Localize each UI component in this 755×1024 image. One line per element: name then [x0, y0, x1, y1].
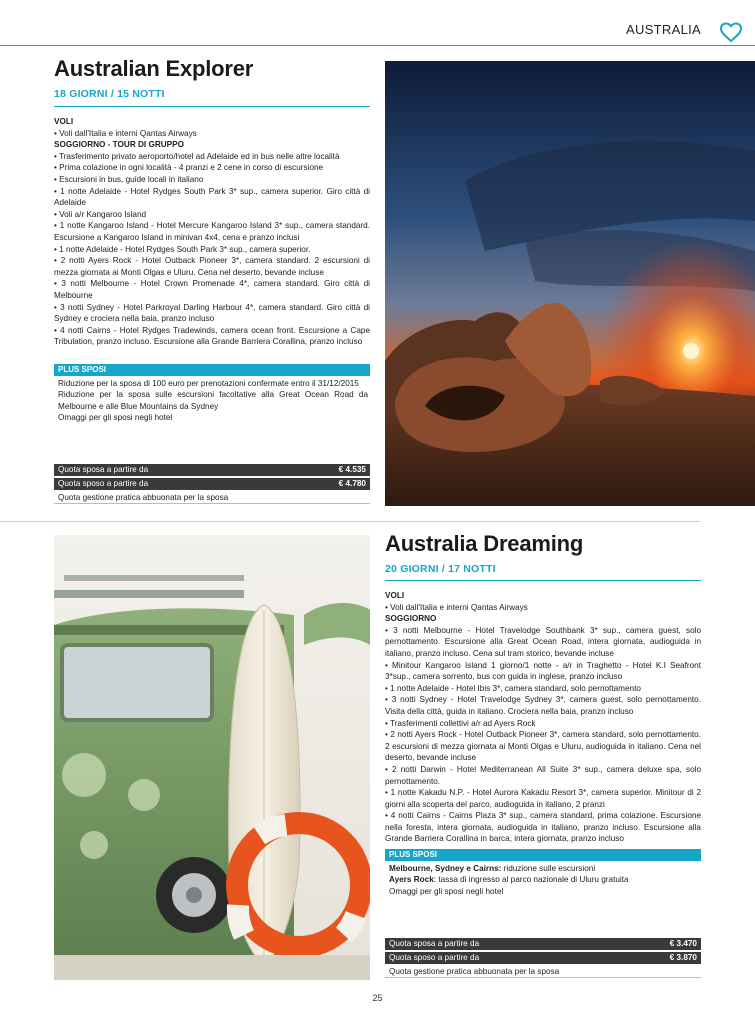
heart-logo-icon — [719, 20, 743, 44]
tour1-price-row-sposo — [54, 478, 370, 490]
price-label: Quota sposo a partire da — [389, 953, 480, 962]
plus-sposi-line: Riduzione per la sposa di 100 euro per prenotazioni confermate entro il 31/12/2015 — [58, 379, 359, 388]
itinerary-item: • Trasferimenti collettivi a/r ad Ayers Rock — [385, 718, 536, 728]
itinerary-item: • 3 notti Sydney - Hotel Travelodge Sydney 3*, camera guest, solo pernottamento. Visita della città, guida in italiano. Crociera nella baia, pranzo incluso — [385, 695, 701, 716]
plus-sposi-line: Omaggi per gli sposi negli hotel — [58, 413, 173, 423]
price-value: € 3.470 — [669, 939, 697, 948]
tour2-plus-sposi-text — [389, 863, 699, 897]
tour1-rule — [54, 106, 370, 107]
itinerary-item: • 1 notte Kakadu N.P. - Hotel Aurora Kakadu Resort 3*, camera superior. Minitour di 2 giorni alla scoperta del parco, audioguida in italiano, 2 pranzi — [385, 788, 701, 809]
itinerary-item: • Prima colazione in ogni località - 4 pranzi e 2 cene in corso di escursione — [54, 163, 324, 173]
tour2-rule — [385, 580, 701, 581]
tour2-price-row-sposo — [385, 952, 701, 964]
price-label: Quota sposa a partire da — [389, 939, 480, 948]
plus-sposi-text: : tassa di ingresso al parco nazionale di Uluru gratuita — [433, 875, 629, 885]
section-country-label: AUSTRALIA — [626, 22, 701, 37]
tour2-price-row-sposa — [385, 938, 701, 950]
plus-sposi-line — [389, 886, 699, 897]
remarkable-rocks-sunset-photo — [385, 61, 755, 506]
plus-sposi-bold: Ayers Rock — [389, 875, 434, 885]
header-rule — [0, 45, 755, 46]
section-heading: VOLI — [54, 117, 74, 126]
tour1-duration: 18 GIORNI / 15 NOTTI — [54, 88, 165, 100]
section-heading: VOLI — [385, 591, 405, 600]
itinerary-item: • 1 notte Adelaide - Hotel Rydges South Park 3* sup., camera superior. Giro città di Adelaide — [54, 186, 370, 208]
itinerary-item: • 3 notti Melbourne - Hotel Crown Promenade 4*, camera standard. Giro città di Melbourne — [54, 279, 370, 300]
itinerary-item: • Voli dall'Italia e interni Qantas Airways — [54, 128, 197, 138]
itinerary-item: • 3 notti Sydney - Hotel Parkroyal Darling Harbour 4*, camera standard. Giro città di Sydney e crociera nella baia, pranzo incluso — [54, 302, 370, 324]
itinerary-item: • 4 notti Cairns - Hotel Rydges Tradewinds, camera ocean front. Escursione a Cape Tribulation, pranzo incluso. Escursione alla Grande Barriera Corallina, pranzo incluso — [54, 325, 370, 347]
price-label: Quota sposa a partire da — [58, 465, 149, 474]
price-value: € 4.780 — [338, 479, 366, 488]
itinerary-item: • 4 notti Cairns - Cairns Plaza 3* sup., camera standard, prima colazione. Escursione nella foresta, intera giornata, audioguida in italiano, pranzo incluso. Escursione alla Grande Barriera Corallina in barca, intera giornata, pranzo incluso — [385, 811, 701, 844]
price-value: € 3.870 — [669, 953, 697, 962]
itinerary-item: • 2 notti Darwin - Hotel Mediterranean All Suite 3* sup., camera deluxe spa, solo pernottamento. — [385, 764, 701, 786]
itinerary-item: • Voli a/r Kangaroo Island — [54, 209, 147, 219]
tour1-price-note: Quota gestione pratica abbuonata per la sposa — [54, 492, 370, 504]
tour1-plus-sposi-bar: PLUS SPOSI — [54, 364, 370, 376]
page-number: 25 — [372, 993, 383, 1003]
tour2-itinerary — [385, 590, 701, 845]
plus-sposi-line — [389, 863, 699, 874]
itinerary-item: • 1 notte Adelaide - Hotel Ibis 3*, camera standard, solo pernottamento — [385, 683, 641, 693]
itinerary-item: • Trasferimento privato aeroporto/hotel ad Adelaide ed in bus nelle altre località — [54, 151, 340, 161]
plus-sposi-text: Omaggi per gli sposi negli hotel — [389, 886, 504, 896]
plus-sposi-bold: Melbourne, Sydney e Cairns: — [389, 864, 502, 873]
itinerary-item: • 2 notti Ayers Rock - Hotel Outback Pioneer 3*, camera standard. 2 escursioni di mezza giornata ai Monti Olgas e Uluru. Cena nel deserto, bevande incluse — [54, 256, 370, 277]
itinerary-item: • Minitour Kangaroo Island 1 giorno/1 notte - a/r in Traghetto - Hotel K.I Seafront 3*sup., camera sorrento, bus con guida in inglese, pranzo incluso — [385, 660, 701, 682]
price-label: Quota sposo a partire da — [58, 479, 149, 488]
tour1-title: Australian Explorer — [54, 56, 254, 81]
tour2-plus-sposi-bar: PLUS SPOSI — [385, 849, 701, 861]
tour2-duration: 20 GIORNI / 17 NOTTI — [385, 563, 496, 575]
section-heading: SOGGIORNO - TOUR DI GRUPPO — [54, 140, 184, 150]
plus-sposi-line: Riduzione per la sposa sulle escursioni facoltative alla Great Ocean Road da Melbourne e alle Blue Mountains da Sydney — [58, 390, 368, 411]
tour2-title: Australia Dreaming — [385, 531, 584, 556]
section-separator — [0, 521, 700, 522]
surf-van-photo — [54, 535, 370, 980]
tour2-price-note: Quota gestione pratica abbuonata per la sposa — [385, 966, 701, 978]
section-heading: SOGGIORNO — [385, 614, 437, 624]
plus-sposi-text: riduzione sulle escursioni — [501, 864, 596, 873]
itinerary-item: • 3 notti Melbourne - Hotel Travelodge Southbank 3* sup., camera guest, solo pernottamento. Escursione alla Great Ocean Road, intera giornata, audioguida in italiano, pranzo incluso. Cena sul tram storico, bevande incluse — [385, 625, 701, 658]
itinerary-item: • Voli dall'Italia e interni Qantas Airways — [385, 602, 528, 612]
tour1-itinerary — [54, 116, 370, 348]
itinerary-item: • 1 notte Kangaroo Island - Hotel Mercure Kangaroo Island 3* sup., camera standard. Escursione a Kangaroo Island in minivan 4x4, cena e pranzo inclusi — [54, 221, 370, 242]
itinerary-item: • 1 notte Adelaide - Hotel Rydges South Park 3* sup., camera superior. — [54, 244, 311, 254]
itinerary-item: • 2 notti Ayers Rock - Hotel Outback Pioneer 3*, camera standard, solo pernottamento. 2 escursioni di mezza giornata ai Monti Olgas e Uluru, audioguida in italiano. Cena nel deserto, bevande incluse — [385, 730, 701, 763]
tour1-plus-sposi-text — [58, 378, 368, 424]
tour1-price-row-sposa — [54, 464, 370, 476]
itinerary-item: • Escursioni in bus, guide locali in italiano — [54, 174, 204, 184]
plus-sposi-line — [389, 874, 699, 885]
price-value: € 4.535 — [338, 465, 366, 474]
